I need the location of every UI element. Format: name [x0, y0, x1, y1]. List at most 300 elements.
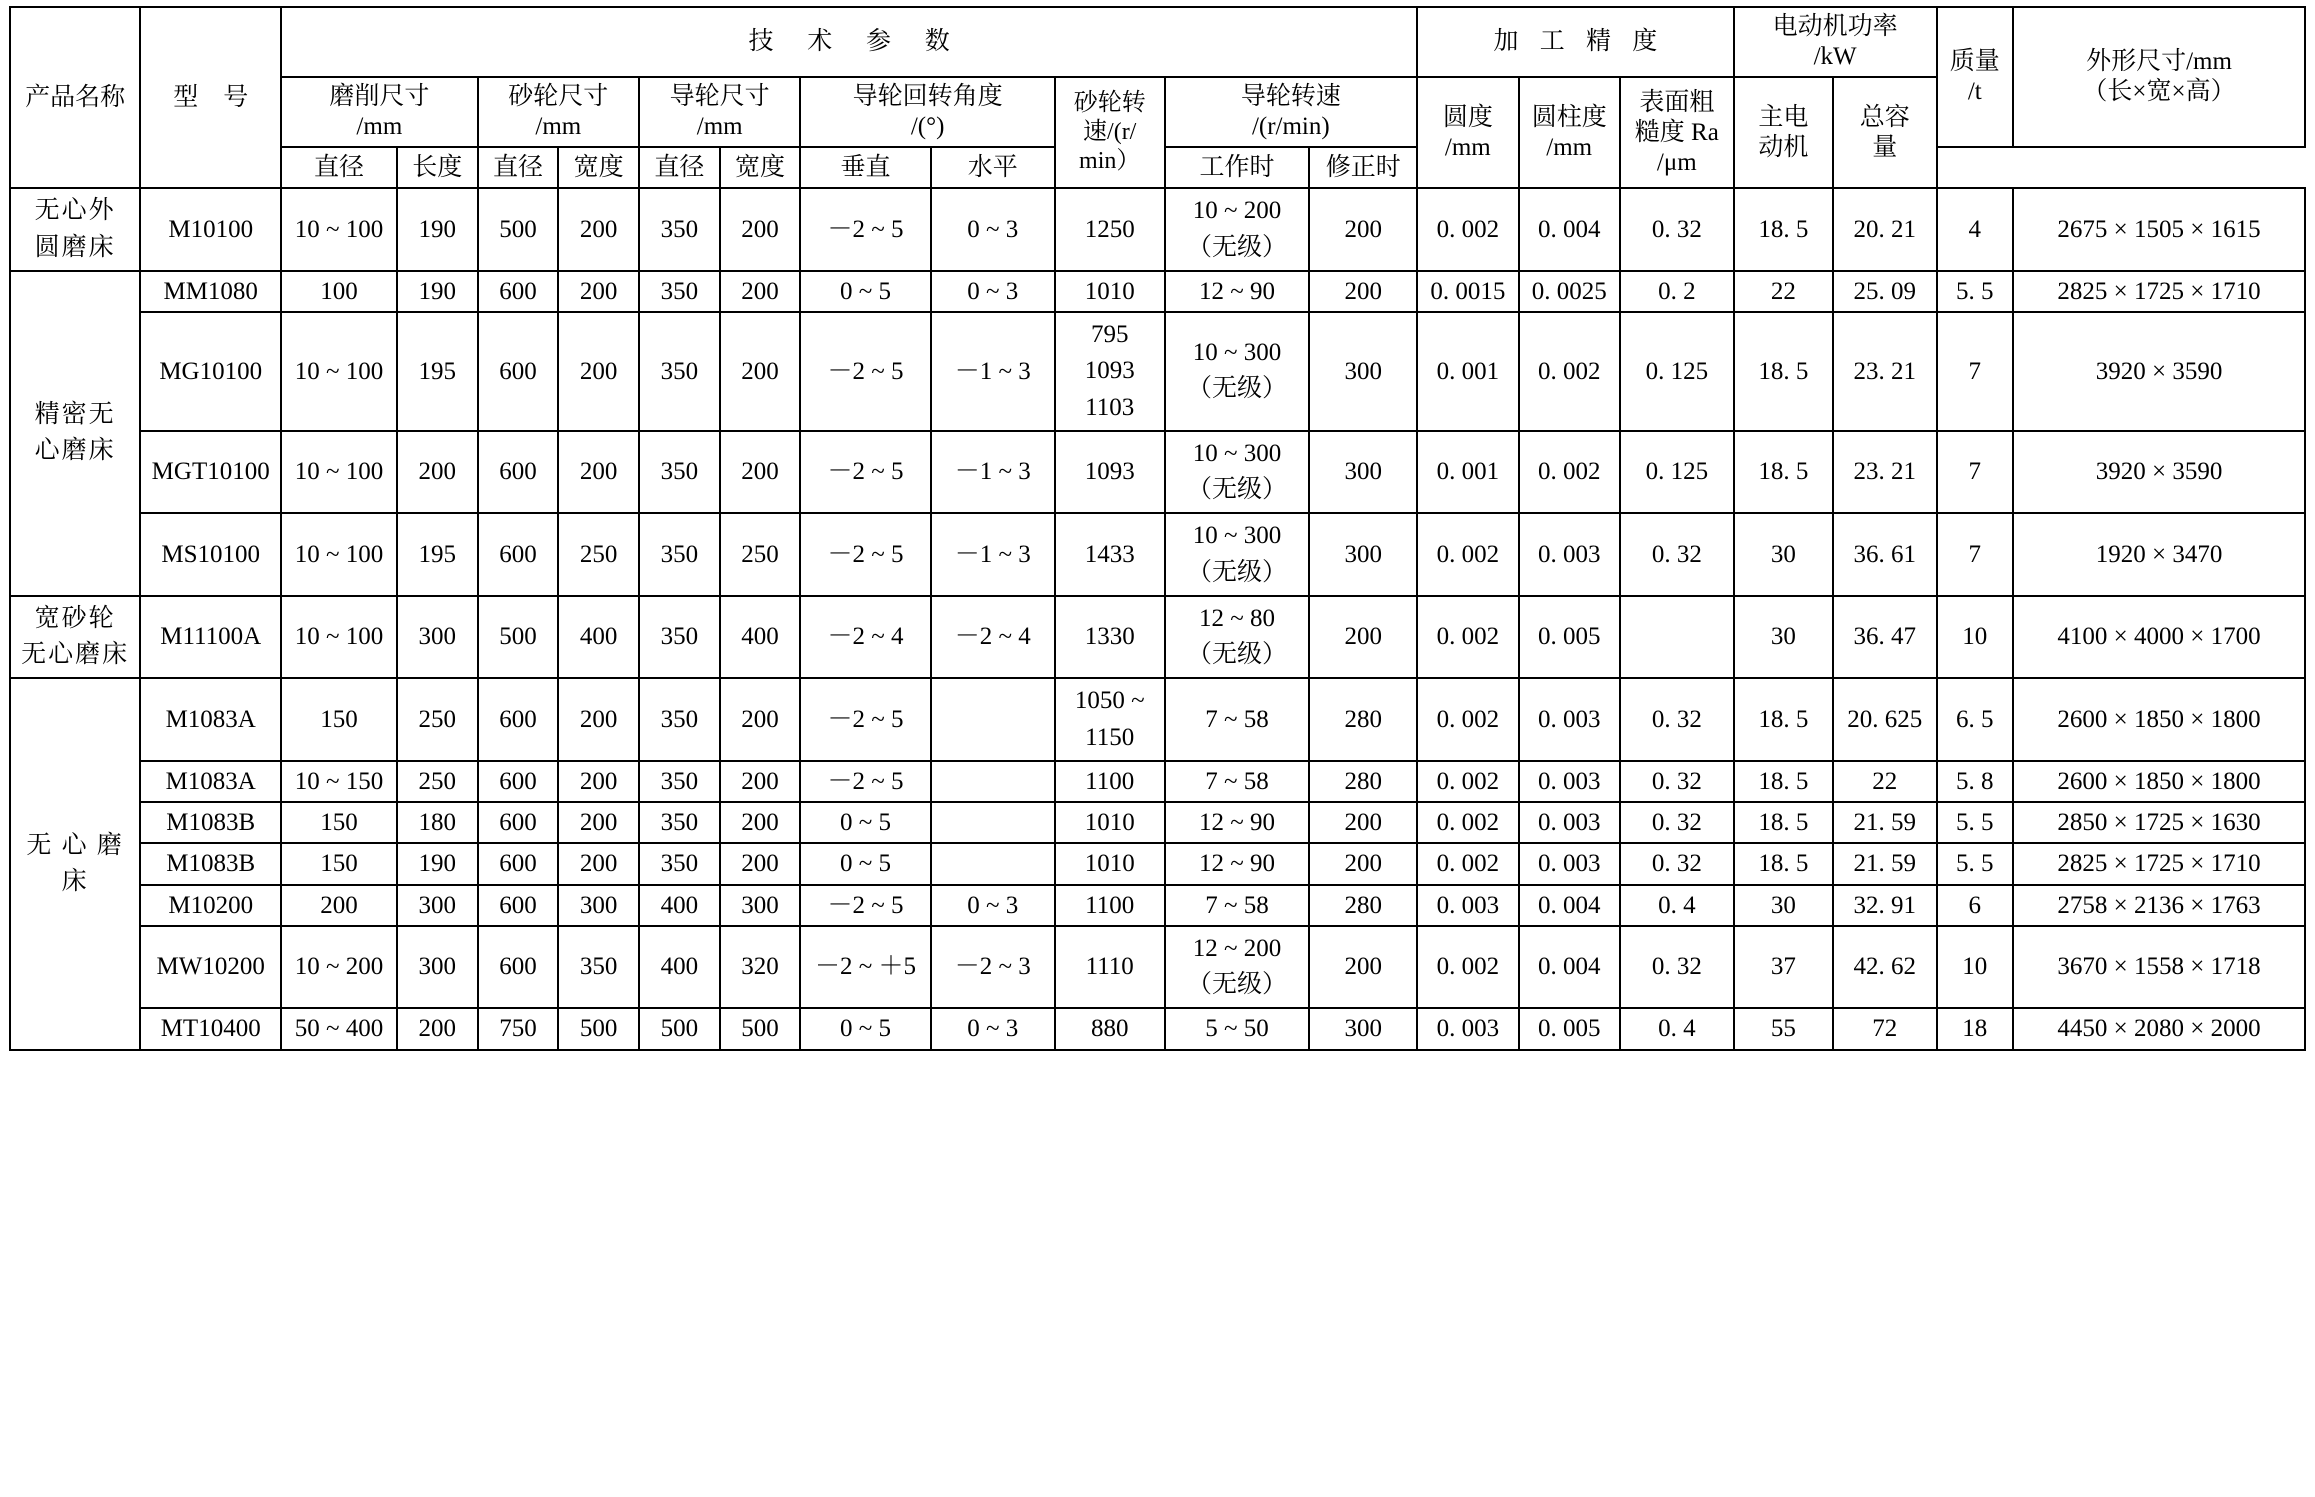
header-main-motor-label: 主电 — [1758, 103, 1809, 131]
cell-guide-diameter: 350 — [639, 513, 720, 596]
cell-wheel-diameter: 600 — [478, 678, 559, 761]
cell-dimensions: 3920 × 3590 — [2013, 431, 2305, 514]
header-wheel-width: 宽度 — [558, 147, 639, 188]
cell-line: 12 ~ 80 — [1198, 604, 1275, 632]
cell-guide-speed-dressing: 300 — [1309, 431, 1417, 514]
cell-guide-speed-working — [1165, 513, 1310, 596]
cell-main-motor: 18. 5 — [1734, 431, 1833, 514]
cell-roughness: 0. 32 — [1620, 188, 1734, 271]
cell-roughness: 0. 125 — [1620, 431, 1734, 514]
cell-angle-horizontal: 0 ~ 3 — [931, 271, 1055, 312]
cell-roundness: 0. 001 — [1417, 431, 1518, 514]
cell-guide-width: 320 — [720, 926, 801, 1009]
cell-roundness: 0. 0015 — [1417, 271, 1518, 312]
cell-line: 10 ~ 200 — [1192, 197, 1282, 225]
cell-cylindricity: 0. 002 — [1519, 312, 1620, 431]
header-row-1 — [10, 7, 2305, 77]
cell-mass: 7 — [1937, 431, 2014, 514]
cell-grind-diameter: 50 ~ 400 — [281, 1008, 397, 1049]
cell-guide-speed-working — [1165, 926, 1310, 1009]
cell-wheel-diameter: 600 — [478, 312, 559, 431]
cell-grind-diameter: 10 ~ 200 — [281, 926, 397, 1009]
cell-total-capacity: 21. 59 — [1833, 802, 1936, 843]
cell-angle-vertical: －2 ~ 5 — [800, 513, 930, 596]
header-dimensions-sub: （长×宽×高） — [2082, 78, 2236, 105]
cell-wheel-width: 300 — [558, 885, 639, 926]
header-dimensions — [2013, 7, 2305, 147]
cell-main-motor: 18. 5 — [1734, 312, 1833, 431]
header-total-capacity-label: 总容 — [1859, 103, 1910, 131]
cell-wheel-speed: 1250 — [1055, 188, 1165, 271]
cell-roughness: 0. 125 — [1620, 312, 1734, 431]
cell-cylindricity: 0. 005 — [1519, 1008, 1620, 1049]
table-header — [10, 7, 2305, 188]
cell-guide-speed-working: 12 ~ 90 — [1165, 843, 1310, 884]
cell-guide-speed-working: 12 ~ 90 — [1165, 271, 1310, 312]
header-mass — [1937, 7, 2014, 147]
header-main-motor-label2: 动机 — [1758, 133, 1809, 161]
header-cylindricity-unit: /mm — [1546, 133, 1593, 161]
cell-roughness: 0. 4 — [1620, 1008, 1734, 1049]
cell-dimensions: 2825 × 1725 × 1710 — [2013, 271, 2305, 312]
table-body — [10, 188, 2305, 1049]
cell-model: MGT10100 — [140, 431, 281, 514]
cell-grind-length: 180 — [397, 802, 478, 843]
cell-line: （无级） — [1186, 476, 1287, 503]
cell-guide-speed-working — [1165, 312, 1310, 431]
cell-grind-length: 190 — [397, 271, 478, 312]
cell-roundness: 0. 002 — [1417, 926, 1518, 1009]
header-guide-size — [639, 77, 800, 147]
cell-angle-vertical: －2 ~ 5 — [800, 312, 930, 431]
cell-guide-diameter: 350 — [639, 761, 720, 802]
cell-wheel-speed: 1010 — [1055, 271, 1165, 312]
table-row — [10, 271, 2305, 312]
header-guide-size-unit: /mm — [696, 113, 743, 140]
cell-model: M10200 — [140, 885, 281, 926]
cell-roundness: 0. 002 — [1417, 802, 1518, 843]
cell-model: M1083B — [140, 802, 281, 843]
cell-main-motor: 18. 5 — [1734, 188, 1833, 271]
header-wheel-size — [478, 77, 639, 147]
cell-guide-width: 300 — [720, 885, 801, 926]
cell-cylindricity: 0. 004 — [1519, 926, 1620, 1009]
cell-line: 10 ~ 300 — [1192, 339, 1282, 367]
cell-roughness: 0. 32 — [1620, 761, 1734, 802]
cell-dimensions: 2600 × 1850 × 1800 — [2013, 678, 2305, 761]
cell-roundness: 0. 002 — [1417, 843, 1518, 884]
cell-total-capacity: 25. 09 — [1833, 271, 1936, 312]
cell-model: M11100A — [140, 596, 281, 679]
cell-wheel-width: 200 — [558, 312, 639, 431]
cell-line: 圆磨床 — [34, 233, 116, 261]
cell-mass: 4 — [1937, 188, 2014, 271]
cell-guide-speed-dressing: 200 — [1309, 802, 1417, 843]
cell-roughness: 0. 32 — [1620, 513, 1734, 596]
cell-guide-speed-working: 7 ~ 58 — [1165, 678, 1310, 761]
cell-roughness: 0. 32 — [1620, 843, 1734, 884]
table-row — [10, 1008, 2305, 1049]
cell-mass: 5. 8 — [1937, 761, 2014, 802]
cell-angle-horizontal: －1 ~ 3 — [931, 431, 1055, 514]
cell-grind-diameter: 150 — [281, 843, 397, 884]
cell-guide-speed-dressing: 280 — [1309, 885, 1417, 926]
table-row — [10, 926, 2305, 1009]
cell-grind-length: 190 — [397, 188, 478, 271]
cell-dimensions: 4450 × 2080 × 2000 — [2013, 1008, 2305, 1049]
cell-mass: 6. 5 — [1937, 678, 2014, 761]
cell-guide-diameter: 350 — [639, 271, 720, 312]
table-row — [10, 312, 2305, 431]
cell-wheel-width: 200 — [558, 678, 639, 761]
cell-guide-width: 400 — [720, 596, 801, 679]
cell-guide-diameter: 400 — [639, 926, 720, 1009]
cell-angle-horizontal: 0 ~ 3 — [931, 1008, 1055, 1049]
header-guide-size-label: 导轮尺寸 — [669, 83, 770, 110]
cell-angle-vertical: －2 ~ 4 — [800, 596, 930, 679]
cell-line: （无级） — [1186, 558, 1287, 586]
cell-cylindricity: 0. 004 — [1519, 885, 1620, 926]
cell-line: （无级） — [1186, 971, 1287, 998]
cell-angle-horizontal: －2 ~ 3 — [931, 926, 1055, 1009]
cell-guide-width: 250 — [720, 513, 801, 596]
header-tech-params: 技 术 参 数 — [281, 7, 1417, 77]
cell-wheel-width: 200 — [558, 761, 639, 802]
cell-guide-speed-working — [1165, 188, 1310, 271]
cell-cylindricity: 0. 003 — [1519, 678, 1620, 761]
cell-angle-horizontal: －1 ~ 3 — [931, 513, 1055, 596]
cell-wheel-width: 250 — [558, 513, 639, 596]
cell-guide-width: 200 — [720, 761, 801, 802]
cell-angle-vertical: －2 ~ 5 — [800, 761, 930, 802]
header-guide-width: 宽度 — [720, 147, 801, 188]
cell-main-motor: 18. 5 — [1734, 678, 1833, 761]
cell-main-motor: 18. 5 — [1734, 843, 1833, 884]
cell-wheel-width: 200 — [558, 188, 639, 271]
cell-wheel-diameter: 600 — [478, 802, 559, 843]
cell-guide-diameter: 350 — [639, 431, 720, 514]
cell-guide-speed-dressing: 200 — [1309, 596, 1417, 679]
cell-main-motor: 37 — [1734, 926, 1833, 1009]
header-grind-length: 长度 — [397, 147, 478, 188]
cell-wheel-diameter: 500 — [478, 188, 559, 271]
cell-total-capacity: 72 — [1833, 1008, 1936, 1049]
cell-product-name — [10, 188, 140, 271]
cell-model: MT10400 — [140, 1008, 281, 1049]
cell-guide-width: 200 — [720, 678, 801, 761]
cell-angle-vertical: 0 ~ 5 — [800, 1008, 930, 1049]
cell-grind-diameter: 10 ~ 100 — [281, 596, 397, 679]
cell-total-capacity: 36. 61 — [1833, 513, 1936, 596]
cell-line: 宽砂轮 — [34, 604, 116, 632]
cell-dimensions: 2825 × 1725 × 1710 — [2013, 843, 2305, 884]
header-wheel-speed-unit2: min） — [1079, 148, 1141, 175]
header-mass-label: 质量 — [1949, 48, 2000, 75]
cell-main-motor: 30 — [1734, 513, 1833, 596]
cell-roundness: 0. 002 — [1417, 596, 1518, 679]
cell-model: MS10100 — [140, 513, 281, 596]
cell-guide-speed-dressing: 300 — [1309, 513, 1417, 596]
cell-total-capacity: 42. 62 — [1833, 926, 1936, 1009]
cell-guide-diameter: 350 — [639, 678, 720, 761]
header-guide-speed-label: 导轮转速 — [1240, 83, 1341, 110]
header-guide-angle-label: 导轮回转角度 — [852, 83, 1003, 110]
cell-wheel-width: 400 — [558, 596, 639, 679]
cell-model: MG10100 — [140, 312, 281, 431]
cell-roundness: 0. 002 — [1417, 678, 1518, 761]
cell-cylindricity: 0. 0025 — [1519, 271, 1620, 312]
cell-mass: 18 — [1937, 1008, 2014, 1049]
table-row — [10, 188, 2305, 271]
cell-cylindricity: 0. 003 — [1519, 843, 1620, 884]
cell-wheel-diameter: 600 — [478, 271, 559, 312]
header-guide-angle — [800, 77, 1055, 147]
cell-wheel-diameter: 600 — [478, 513, 559, 596]
specification-table — [9, 6, 2306, 1051]
cell-line: 12 ~ 200 — [1192, 934, 1282, 962]
cell-mass: 5. 5 — [1937, 271, 2014, 312]
header-machining-accuracy: 加 工 精 度 — [1417, 7, 1734, 77]
cell-model: MM1080 — [140, 271, 281, 312]
cell-wheel-width: 200 — [558, 802, 639, 843]
cell-roughness: 0. 32 — [1620, 678, 1734, 761]
cell-dimensions: 2600 × 1850 × 1800 — [2013, 761, 2305, 802]
cell-line: 无 心 磨 — [26, 831, 124, 859]
cell-wheel-diameter: 600 — [478, 843, 559, 884]
header-wheel-speed-unit: 速/(r/ — [1083, 119, 1137, 146]
cell-dimensions: 2758 × 2136 × 1763 — [2013, 885, 2305, 926]
cell-mass: 10 — [1937, 926, 2014, 1009]
cell-wheel-speed: 1100 — [1055, 761, 1165, 802]
cell-grind-length: 300 — [397, 885, 478, 926]
header-guide-diameter: 直径 — [639, 147, 720, 188]
cell-cylindricity: 0. 002 — [1519, 431, 1620, 514]
header-model: 型 号 — [140, 7, 281, 188]
header-guide-angle-unit: /(°) — [910, 113, 945, 140]
cell-guide-diameter: 350 — [639, 802, 720, 843]
cell-main-motor: 22 — [1734, 271, 1833, 312]
cell-guide-diameter: 350 — [639, 843, 720, 884]
cell-wheel-speed — [1055, 678, 1165, 761]
cell-angle-horizontal: 0 ~ 3 — [931, 188, 1055, 271]
cell-wheel-diameter: 600 — [478, 431, 559, 514]
table-row — [10, 596, 2305, 679]
cell-line: 床 — [61, 867, 89, 895]
cell-guide-speed-working — [1165, 596, 1310, 679]
cell-grind-diameter: 150 — [281, 802, 397, 843]
cell-mass: 5. 5 — [1937, 843, 2014, 884]
header-motor-power-unit: /kW — [1813, 43, 1857, 70]
header-roughness-label: 表面粗 — [1639, 88, 1715, 116]
cell-angle-vertical: 0 ~ 5 — [800, 843, 930, 884]
cell-guide-diameter: 350 — [639, 188, 720, 271]
cell-grind-diameter: 10 ~ 100 — [281, 431, 397, 514]
cell-dimensions: 4100 × 4000 × 1700 — [2013, 596, 2305, 679]
cell-guide-speed-dressing: 300 — [1309, 312, 1417, 431]
header-motor-power — [1734, 7, 1937, 77]
header-angle-horizontal: 水平 — [931, 147, 1055, 188]
cell-cylindricity: 0. 004 — [1519, 188, 1620, 271]
cell-guide-width: 200 — [720, 802, 801, 843]
cell-wheel-diameter: 600 — [478, 885, 559, 926]
cell-grind-length: 195 — [397, 513, 478, 596]
cell-cylindricity: 0. 003 — [1519, 761, 1620, 802]
cell-roughness: 0. 2 — [1620, 271, 1734, 312]
header-roughness — [1620, 77, 1734, 188]
cell-roughness — [1620, 596, 1734, 679]
cell-angle-horizontal: 0 ~ 3 — [931, 885, 1055, 926]
cell-guide-diameter: 350 — [639, 312, 720, 431]
table-row — [10, 678, 2305, 761]
cell-main-motor: 30 — [1734, 596, 1833, 679]
cell-model: M10100 — [140, 188, 281, 271]
cell-angle-vertical: 0 ~ 5 — [800, 271, 930, 312]
cell-roundness: 0. 002 — [1417, 513, 1518, 596]
cell-wheel-speed: 1433 — [1055, 513, 1165, 596]
cell-wheel-width: 200 — [558, 843, 639, 884]
cell-grind-diameter: 10 ~ 150 — [281, 761, 397, 802]
header-grind-size-unit: /mm — [356, 113, 403, 140]
header-roundness-unit: /mm — [1444, 133, 1491, 161]
cell-main-motor: 18. 5 — [1734, 802, 1833, 843]
cell-angle-vertical: －2 ~ 5 — [800, 188, 930, 271]
header-roundness — [1417, 77, 1518, 188]
cell-roundness: 0. 003 — [1417, 1008, 1518, 1049]
cell-line: 10 ~ 300 — [1192, 522, 1282, 550]
cell-mass: 6 — [1937, 885, 2014, 926]
cell-angle-horizontal — [931, 761, 1055, 802]
header-dimensions-label: 外形尺寸/mm — [2086, 48, 2232, 75]
cell-total-capacity: 22 — [1833, 761, 1936, 802]
cell-wheel-speed: 1010 — [1055, 843, 1165, 884]
header-wheel-speed-label: 砂轮转 — [1073, 90, 1146, 117]
header-motor-power-label: 电动机功率 — [1772, 13, 1898, 40]
cell-grind-length: 300 — [397, 596, 478, 679]
header-cylindricity — [1519, 77, 1620, 188]
table-row — [10, 761, 2305, 802]
header-total-capacity-label2: 量 — [1872, 133, 1898, 161]
cell-grind-length: 200 — [397, 1008, 478, 1049]
cell-dimensions: 3670 × 1558 × 1718 — [2013, 926, 2305, 1009]
cell-guide-diameter: 400 — [639, 885, 720, 926]
cell-dimensions: 2675 × 1505 × 1615 — [2013, 188, 2305, 271]
cell-line: 精密无 — [34, 401, 116, 428]
header-grind-size-label: 磨削尺寸 — [329, 83, 430, 110]
cell-roughness: 0. 32 — [1620, 802, 1734, 843]
cell-angle-vertical: －2 ~ ＋5 — [800, 926, 930, 1009]
cell-guide-width: 200 — [720, 188, 801, 271]
header-angle-vertical: 垂直 — [800, 147, 930, 188]
cell-guide-speed-dressing: 200 — [1309, 843, 1417, 884]
cell-grind-diameter: 100 — [281, 271, 397, 312]
cell-angle-horizontal: －2 ~ 4 — [931, 596, 1055, 679]
header-wheel-size-unit: /mm — [535, 113, 582, 140]
cell-line: 10 ~ 300 — [1192, 439, 1282, 467]
cell-angle-horizontal — [931, 678, 1055, 761]
header-wheel-speed — [1055, 77, 1165, 188]
cell-guide-width: 200 — [720, 271, 801, 312]
cell-angle-vertical: －2 ~ 5 — [800, 885, 930, 926]
header-total-capacity — [1833, 77, 1936, 188]
cell-guide-speed-dressing: 200 — [1309, 271, 1417, 312]
header-grind-size — [281, 77, 478, 147]
cell-wheel-diameter: 500 — [478, 596, 559, 679]
cell-total-capacity: 32. 91 — [1833, 885, 1936, 926]
cell-angle-horizontal: －1 ~ 3 — [931, 312, 1055, 431]
cell-wheel-width: 350 — [558, 926, 639, 1009]
cell-grind-length: 250 — [397, 678, 478, 761]
cell-dimensions: 1920 × 3470 — [2013, 513, 2305, 596]
cell-guide-speed-working — [1165, 431, 1310, 514]
cell-cylindricity: 0. 003 — [1519, 802, 1620, 843]
cell-guide-width: 500 — [720, 1008, 801, 1049]
table-row — [10, 802, 2305, 843]
cell-roundness: 0. 001 — [1417, 312, 1518, 431]
cell-grind-diameter: 10 ~ 100 — [281, 188, 397, 271]
cell-cylindricity: 0. 005 — [1519, 596, 1620, 679]
cell-wheel-speed: 1110 — [1055, 926, 1165, 1009]
cell-grind-length: 300 — [397, 926, 478, 1009]
header-mass-unit: /t — [1967, 78, 1982, 105]
cell-roughness: 0. 32 — [1620, 926, 1734, 1009]
header-roughness-unit: /μm — [1656, 148, 1697, 176]
table-row — [10, 431, 2305, 514]
cell-angle-horizontal — [931, 802, 1055, 843]
header-wheel-size-label: 砂轮尺寸 — [508, 83, 609, 110]
cell-mass: 7 — [1937, 312, 2014, 431]
cell-total-capacity: 21. 59 — [1833, 843, 1936, 884]
cell-guide-width: 200 — [720, 843, 801, 884]
cell-main-motor: 55 — [1734, 1008, 1833, 1049]
cell-main-motor: 30 — [1734, 885, 1833, 926]
cell-mass: 7 — [1937, 513, 2014, 596]
cell-grind-diameter: 10 ~ 100 — [281, 312, 397, 431]
cell-guide-speed-working: 7 ~ 58 — [1165, 761, 1310, 802]
cell-line: （无级） — [1186, 233, 1287, 261]
cell-guide-width: 200 — [720, 431, 801, 514]
cell-wheel-diameter: 600 — [478, 926, 559, 1009]
header-roundness-label: 圆度 — [1442, 103, 1493, 131]
header-product-name: 产品名称 — [10, 7, 140, 188]
header-main-motor — [1734, 77, 1833, 188]
cell-guide-speed-dressing: 280 — [1309, 761, 1417, 802]
cell-grind-length: 190 — [397, 843, 478, 884]
cell-total-capacity: 36. 47 — [1833, 596, 1936, 679]
cell-main-motor: 18. 5 — [1734, 761, 1833, 802]
cell-grind-length: 200 — [397, 431, 478, 514]
cell-grind-diameter: 200 — [281, 885, 397, 926]
cell-model: MW10200 — [140, 926, 281, 1009]
cell-guide-speed-dressing: 200 — [1309, 188, 1417, 271]
cell-roundness: 0. 002 — [1417, 761, 1518, 802]
cell-mass: 5. 5 — [1937, 802, 2014, 843]
cell-angle-vertical: －2 ~ 5 — [800, 678, 930, 761]
cell-model: M1083A — [140, 761, 281, 802]
cell-wheel-width: 200 — [558, 271, 639, 312]
cell-total-capacity: 20. 625 — [1833, 678, 1936, 761]
cell-guide-diameter: 500 — [639, 1008, 720, 1049]
cell-roughness: 0. 4 — [1620, 885, 1734, 926]
cell-guide-diameter: 350 — [639, 596, 720, 679]
cell-wheel-speed — [1055, 312, 1165, 431]
header-guide-speed-dressing: 修正时 — [1309, 147, 1417, 188]
cell-wheel-speed: 1100 — [1055, 885, 1165, 926]
cell-guide-speed-working: 5 ~ 50 — [1165, 1008, 1310, 1049]
header-guide-speed-working: 工作时 — [1165, 147, 1310, 188]
cell-wheel-diameter: 600 — [478, 761, 559, 802]
cell-guide-speed-dressing: 200 — [1309, 926, 1417, 1009]
cell-total-capacity: 23. 21 — [1833, 312, 1936, 431]
